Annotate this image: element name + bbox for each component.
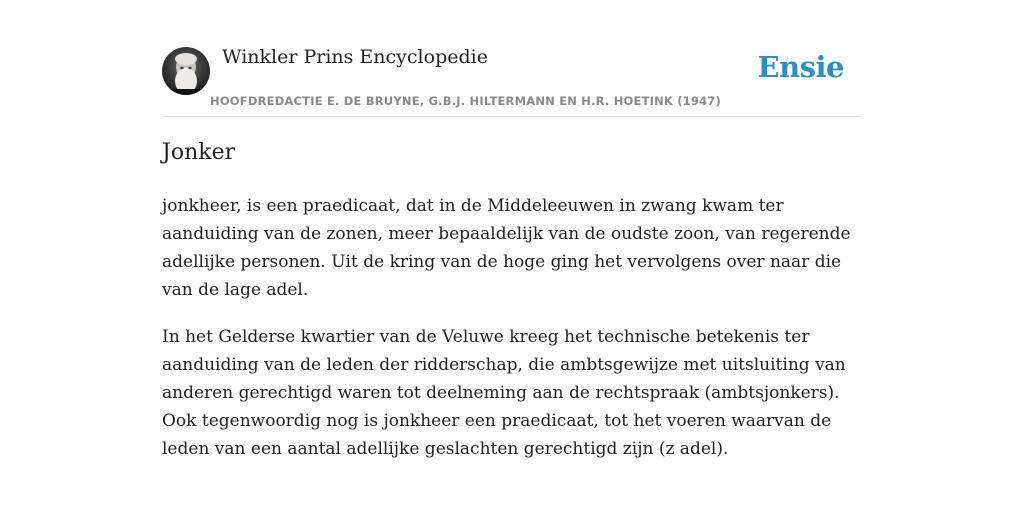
source-editors: HOOFDREDACTIE E. DE BRUYNE, G.B.J. HILTERMANN EN H.R. HOETINK (1947) xyxy=(210,94,721,108)
ensie-logo[interactable]: Ensie xyxy=(757,50,844,84)
article-paragraph: In het Gelderse kwartier van de Veluwe kreeg het technische betekenis ter aanduiding van de leden der ridderschap, die ambtsgewijze met uitsluiting van anderen gerechtigd waren tot deelneming aan de rechtspraak (ambtsjonkers). Ook tegenwoordig nog is jonkheer een praedicaat, tot het voeren waarvan de leden van een aantal adellijke geslachten gerechtigd zijn (z adel). xyxy=(162,327,846,459)
source-title[interactable]: Winkler Prins Encyclopedie xyxy=(222,46,488,68)
article-title: Jonker xyxy=(162,140,236,165)
article-body xyxy=(162,192,862,482)
article-paragraph: jonkheer, is een praedicaat, dat in de Middeleeuwen in zwang kwam ter aanduiding van de zonen, meer bepaaldelijk van de oudste zoon, van regerende adellijke personen. Uit de kring van de hoge ging het vervolgens over naar die van de lage adel. xyxy=(162,196,851,300)
author-portrait-icon xyxy=(162,47,210,95)
source-header xyxy=(162,44,862,117)
author-avatar[interactable] xyxy=(162,47,210,95)
